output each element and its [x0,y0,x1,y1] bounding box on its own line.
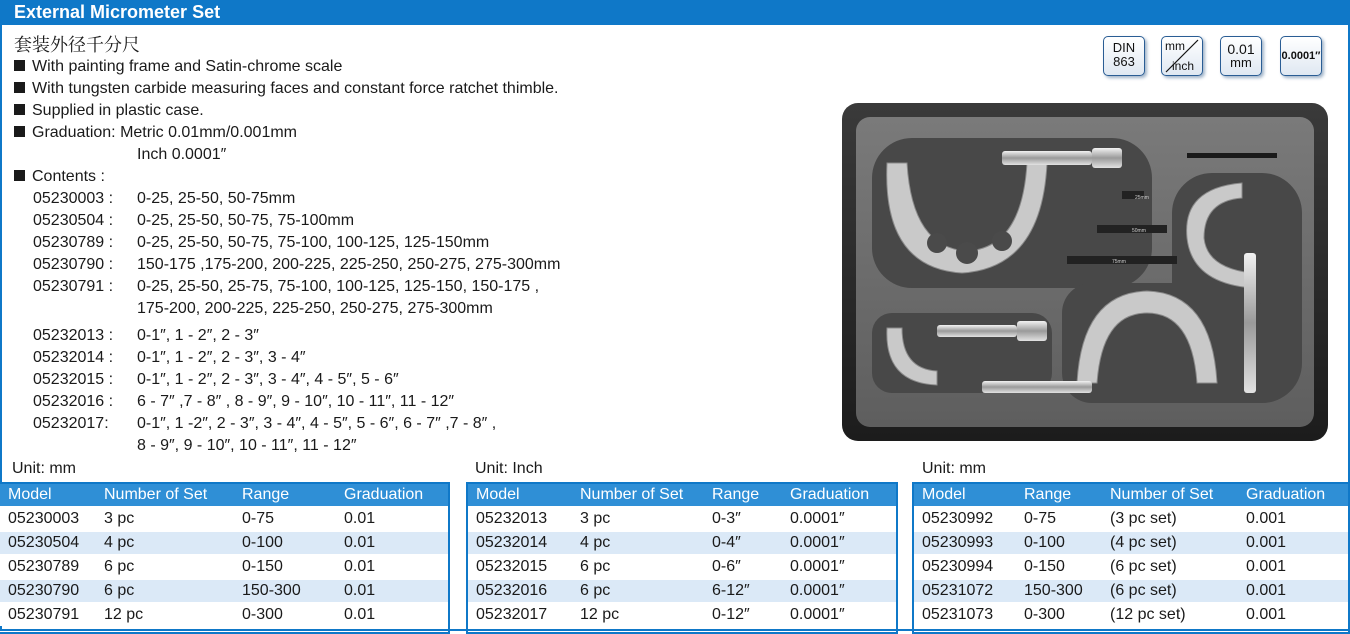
table-header [914,484,1348,507]
table-row: 05231073 0-300 (12 pc set) 0.001 [914,603,1348,626]
col-header: Range [704,484,782,507]
table-mm2 [914,484,1348,626]
contents-item: 05232016 : 6 - 7″ ,7 - 8″ , 8 - 9″, 9 - 10″, 10 - 11″, 11 - 12″ [33,393,455,410]
col-header: Graduation [782,484,896,507]
table-row: 05232016 6 pc 6-12″ 0.0001″ [468,579,896,603]
feature-item: Supplied in plastic case. [14,101,204,121]
table-header [468,484,896,507]
contents-item: 05232013 : 0-1″, 1 - 2″, 2 - 3″ [33,327,259,344]
product-photo [842,103,1328,441]
bullet-icon [14,104,25,115]
contents-item: 05232015 : 0-1″, 1 - 2″, 2 - 3″, 3 - 4″, 4 - 5″, 5 - 6″ [33,371,399,388]
table-row: 05230504 4 pc 0-100 0.01 [0,531,448,555]
resolution-icon: 0.01 mm [1220,36,1262,76]
chinese-title: 套装外径千分尺 [14,35,140,56]
table-row: 05230993 0-100 (4 pc set) 0.001 [914,531,1348,555]
table-row: 05230994 0-150 (6 pc set) 0.001 [914,555,1348,579]
table-row: 05230003 3 pc 0-75 0.01 [0,507,448,531]
title-bar [0,0,1350,25]
unit-label-inch: Unit: Inch [475,460,543,477]
page-title: External Micrometer Set [14,2,221,22]
contents-heading: Contents : [14,167,105,187]
graduation-item [14,123,297,143]
contents-item: 05232017: 0-1″, 1 -2″, 2 - 3″, 3 - 4″, 4 - 5″, 5 - 6″, 6 - 7″ ,7 - 8″ , [33,415,497,432]
feature-item: With tungsten carbide measuring faces and constant force ratchet thimble. [14,79,559,99]
col-header: Number of Set [96,484,234,507]
contents-item: 175-200, 200-225, 225-250, 250-275, 275-300mm [137,300,493,317]
din-863-icon: DIN 863 [1103,36,1145,76]
contents-item: 05232014 : 0-1″, 1 - 2″, 2 - 3″, 3 - 4″ [33,349,306,366]
feature-item: With painting frame and Satin-chrome scale [14,57,342,77]
table-row: 05230790 6 pc 150-300 0.01 [0,579,448,603]
col-header: Model [468,484,572,507]
graduation-metric: Metric 0.01mm/0.001mm [120,124,297,141]
contents-item: 8 - 9″, 9 - 10″, 10 - 11″, 11 - 12″ [137,437,357,454]
col-header: Graduation [336,484,448,507]
contents-item: 05230790 : 150-175 ,175-200, 200-225, 225-250, 250-275, 275-300mm [33,256,561,273]
table-mm-wrap [0,482,450,634]
svg-text:25mm: 25mm [1135,195,1149,201]
unit-label-mm: Unit: mm [12,460,76,477]
table-row: 05232017 12 pc 0-12″ 0.0001″ [468,603,896,626]
col-header: Number of Set [572,484,704,507]
col-header: Graduation [1238,484,1348,507]
table-mm2-wrap [912,482,1350,634]
table-inch-wrap [466,482,898,634]
table-mm [0,484,448,626]
bullet-icon [14,170,25,181]
contents-item: 05230003 : 0-25, 25-50, 50-75mm [33,190,296,207]
inch-resolution-icon: 0.0001″ [1280,36,1322,76]
table-row: 05230992 0-75 (3 pc set) 0.001 [914,507,1348,531]
col-header: Range [234,484,336,507]
bullet-icon [14,82,25,93]
col-header: Range [1016,484,1102,507]
table-header [0,484,448,507]
contents-item: 05230791 : 0-25, 25-50, 25-75, 75-100, 100-125, 125-150, 150-175 , [33,278,540,295]
graduation-label: Graduation: [32,124,116,141]
col-header: Number of Set [1102,484,1238,507]
contents-item: 05230789 : 0-25, 25-50, 50-75, 75-100, 100-125, 125-150mm [33,234,490,251]
svg-text:75mm: 75mm [1112,259,1126,265]
col-header: Model [914,484,1016,507]
contents-item: 05230504 : 0-25, 25-50, 50-75, 75-100mm [33,212,355,229]
bullet-icon [14,126,25,137]
table-inch [468,484,896,626]
graduation-inch: Inch 0.0001″ [137,146,227,163]
unit-label-mm-2: Unit: mm [922,460,986,477]
table-row: 05232014 4 pc 0-4″ 0.0001″ [468,531,896,555]
svg-text:50mm: 50mm [1132,228,1146,234]
table-row: 05231072 150-300 (6 pc set) 0.001 [914,579,1348,603]
table-row: 05230791 12 pc 0-300 0.01 [0,603,448,626]
table-row: 05230789 6 pc 0-150 0.01 [0,555,448,579]
col-header: Model [0,484,96,507]
mm-inch-icon: mm inch [1161,36,1203,76]
table-row: 05232015 6 pc 0-6″ 0.0001″ [468,555,896,579]
bullet-icon [14,60,25,71]
table-row: 05232013 3 pc 0-3″ 0.0001″ [468,507,896,531]
